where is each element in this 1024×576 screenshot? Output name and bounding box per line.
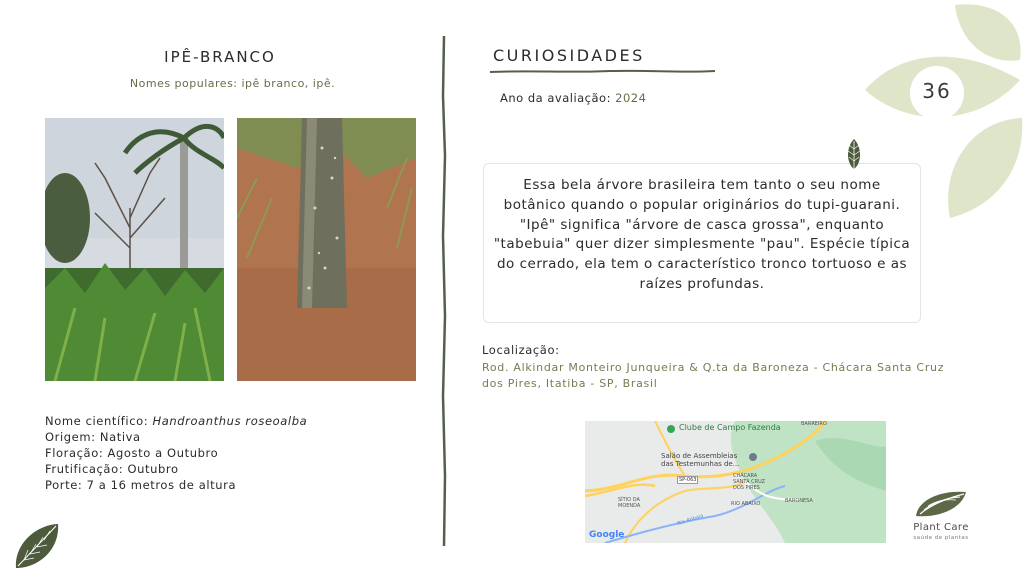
map-label-barreiro: BARREIRO bbox=[801, 421, 827, 427]
scientific-name-value: Handroanthus roseoalba bbox=[152, 414, 308, 428]
map-label-sitio-2: MOENDA bbox=[618, 503, 641, 509]
vertical-divider bbox=[440, 36, 448, 546]
species-title: IPÊ-BRANCO bbox=[164, 48, 276, 66]
map-label-chacara-1: CHÁCARA bbox=[733, 473, 758, 479]
popular-names: Nomes populares: ipê branco, ipê. bbox=[129, 77, 336, 90]
flowering-row: Floração: Agosto a Outubro bbox=[45, 446, 219, 460]
map-label-chacara-2: SANTA CRUZ bbox=[733, 479, 766, 485]
scientific-name-label: Nome científico: bbox=[45, 414, 153, 428]
leaf-icon bbox=[845, 137, 863, 175]
description-text: Essa bela árvore brasileira tem tanto o seu nome botânico quando o popular originários do tupi-guarani. "Ipê" significa "árvore de casca grossa", enquanto "tabebuia" quer dizer simplesmente "pau". Espécie típica do cerrado, ela tem o característico tronco tortuoso e as raízes profundas. bbox=[493, 177, 911, 292]
map-label-river: Rio Atibaia bbox=[676, 512, 705, 528]
map-label-chacara-3: DOS PIRES bbox=[733, 485, 760, 491]
map-label-rio-abaixo: RIO ABAIXO bbox=[731, 501, 761, 507]
scientific-name-row bbox=[45, 413, 307, 429]
google-logo: Google bbox=[589, 530, 625, 540]
map-label-baronesa: BARONESA bbox=[785, 498, 813, 504]
map-label-salao-2: das Testemunhas de... bbox=[661, 460, 740, 468]
plant-care-logo-icon bbox=[912, 488, 970, 520]
size-row: Porte: 7 a 16 metros de altura bbox=[45, 478, 237, 492]
brand-tagline: saúde de plantas bbox=[913, 535, 969, 541]
section-title: CURIOSIDADES bbox=[493, 46, 645, 65]
location-map[interactable] bbox=[585, 421, 886, 543]
leaf-icon bbox=[10, 520, 62, 572]
map-label-club: Clube de Campo Fazenda bbox=[679, 423, 781, 432]
location-address: Rod. Alkindar Monteiro Junqueira & Q.ta da Baroneza - Chácara Santa Cruz dos Pires, Itatiba - SP, Brasil bbox=[482, 361, 945, 390]
map-label-salao-1: Salão de Assembleias bbox=[661, 452, 738, 460]
title-underline bbox=[490, 68, 715, 76]
tree-photo bbox=[45, 118, 224, 381]
year-value: 2024 bbox=[615, 91, 647, 105]
fruiting-row: Frutificação: Outubro bbox=[45, 462, 179, 476]
map-label-sitio-1: SÍTIO DA bbox=[618, 497, 640, 503]
evaluation-year bbox=[500, 91, 646, 105]
leaf-shape bbox=[948, 118, 1022, 218]
brand-name: Plant Care bbox=[913, 522, 969, 533]
origin-row: Origem: Nativa bbox=[45, 430, 141, 444]
trunk-photo bbox=[237, 118, 416, 381]
leaf-shape bbox=[955, 4, 1021, 60]
year-label: Ano da avaliação: bbox=[500, 91, 616, 105]
species-facts bbox=[45, 413, 307, 493]
page-number: 36 bbox=[910, 66, 964, 120]
map-label-sp063: SP-063 bbox=[679, 477, 697, 483]
location-label: Localização: bbox=[482, 343, 560, 357]
